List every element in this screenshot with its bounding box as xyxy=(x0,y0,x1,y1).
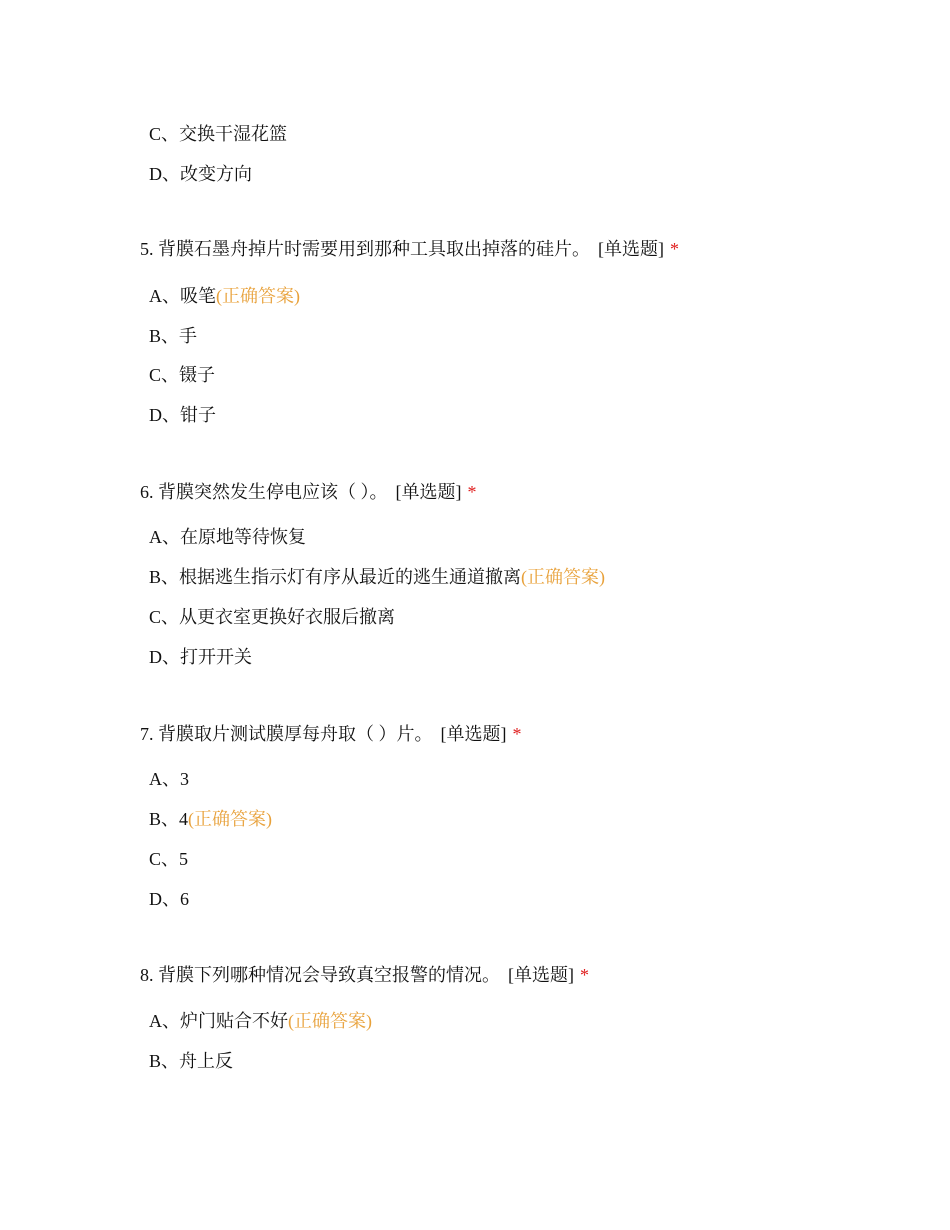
option-text: 吸笔 xyxy=(180,286,216,306)
option-text: 3 xyxy=(180,769,189,789)
option-item xyxy=(149,325,197,347)
question-title xyxy=(140,964,589,986)
option-item xyxy=(149,404,216,426)
required-mark: * xyxy=(467,482,477,502)
option-item xyxy=(149,888,189,910)
option-text: 镊子 xyxy=(179,365,216,385)
question-text: 背膜下列哪种情况会导致真空报警的情况。 xyxy=(158,965,500,985)
correct-answer-label: (正确答案) xyxy=(521,567,606,587)
option-letter: C、 xyxy=(149,849,180,869)
option-letter: D、 xyxy=(149,405,180,425)
option-text: 5 xyxy=(179,849,189,869)
option-text: 从更衣室更换好衣服后撤离 xyxy=(179,607,396,627)
option-letter: B、 xyxy=(149,809,180,829)
option-item xyxy=(149,646,252,668)
option-item xyxy=(149,1010,372,1032)
option-item xyxy=(149,163,252,185)
correct-answer-label: (正确答案) xyxy=(288,1011,372,1031)
option-item xyxy=(149,526,306,548)
question-number: 6. xyxy=(140,482,154,502)
option-letter: C、 xyxy=(149,607,180,627)
question-type-tag: [单选题] xyxy=(508,965,574,985)
option-item xyxy=(149,1050,233,1072)
option-letter: A、 xyxy=(149,1011,180,1031)
option-text: 6 xyxy=(180,889,189,909)
option-item xyxy=(149,848,188,870)
question-title xyxy=(140,723,522,745)
question-type-tag: [单选题] xyxy=(598,239,664,259)
option-item xyxy=(149,768,189,790)
question-number: 5. xyxy=(140,239,154,259)
option-letter: A、 xyxy=(149,769,180,789)
required-mark: * xyxy=(670,239,679,259)
correct-answer-label: (正确答案) xyxy=(216,286,300,306)
option-letter: A、 xyxy=(149,527,180,547)
question-text: 背膜突然发生停电应该（ ）。 xyxy=(158,482,388,502)
option-text: 钳子 xyxy=(180,405,216,425)
required-mark: * xyxy=(580,965,589,985)
option-text: 炉门贴合不好 xyxy=(180,1011,288,1031)
option-text: 交换干湿花篮 xyxy=(179,124,288,144)
option-text: 打开开关 xyxy=(180,647,252,667)
question-type-tag: [单选题] xyxy=(440,724,507,744)
option-item xyxy=(149,808,272,830)
question-number: 8. xyxy=(140,965,154,985)
option-text: 4 xyxy=(179,809,189,829)
option-text: 手 xyxy=(179,326,198,346)
option-letter: C、 xyxy=(149,124,180,144)
option-item xyxy=(149,606,395,628)
option-text: 根据逃生指示灯有序从最近的逃生通道撤离 xyxy=(179,567,522,587)
question-title xyxy=(140,481,477,503)
question-number: 7. xyxy=(140,724,154,744)
option-letter: D、 xyxy=(149,647,180,667)
option-item xyxy=(149,123,287,145)
option-letter: B、 xyxy=(149,326,180,346)
option-letter: D、 xyxy=(149,889,180,909)
required-mark: * xyxy=(512,724,522,744)
question-title xyxy=(140,238,679,260)
option-text: 改变方向 xyxy=(180,164,252,184)
option-letter: B、 xyxy=(149,567,180,587)
option-text: 舟上反 xyxy=(179,1051,234,1071)
option-item xyxy=(149,364,215,386)
correct-answer-label: (正确答案) xyxy=(188,809,273,829)
option-letter: D、 xyxy=(149,164,180,184)
question-text: 背膜取片测试膜厚每舟取（ ）片。 xyxy=(158,724,433,744)
option-text: 在原地等待恢复 xyxy=(180,527,306,547)
question-text: 背膜石墨舟掉片时需要用到那种工具取出掉落的硅片。 xyxy=(158,239,590,259)
option-item xyxy=(149,285,300,307)
option-letter: C、 xyxy=(149,365,180,385)
question-type-tag: [单选题] xyxy=(395,482,462,502)
option-letter: B、 xyxy=(149,1051,180,1071)
option-letter: A、 xyxy=(149,286,180,306)
option-item xyxy=(149,566,605,588)
